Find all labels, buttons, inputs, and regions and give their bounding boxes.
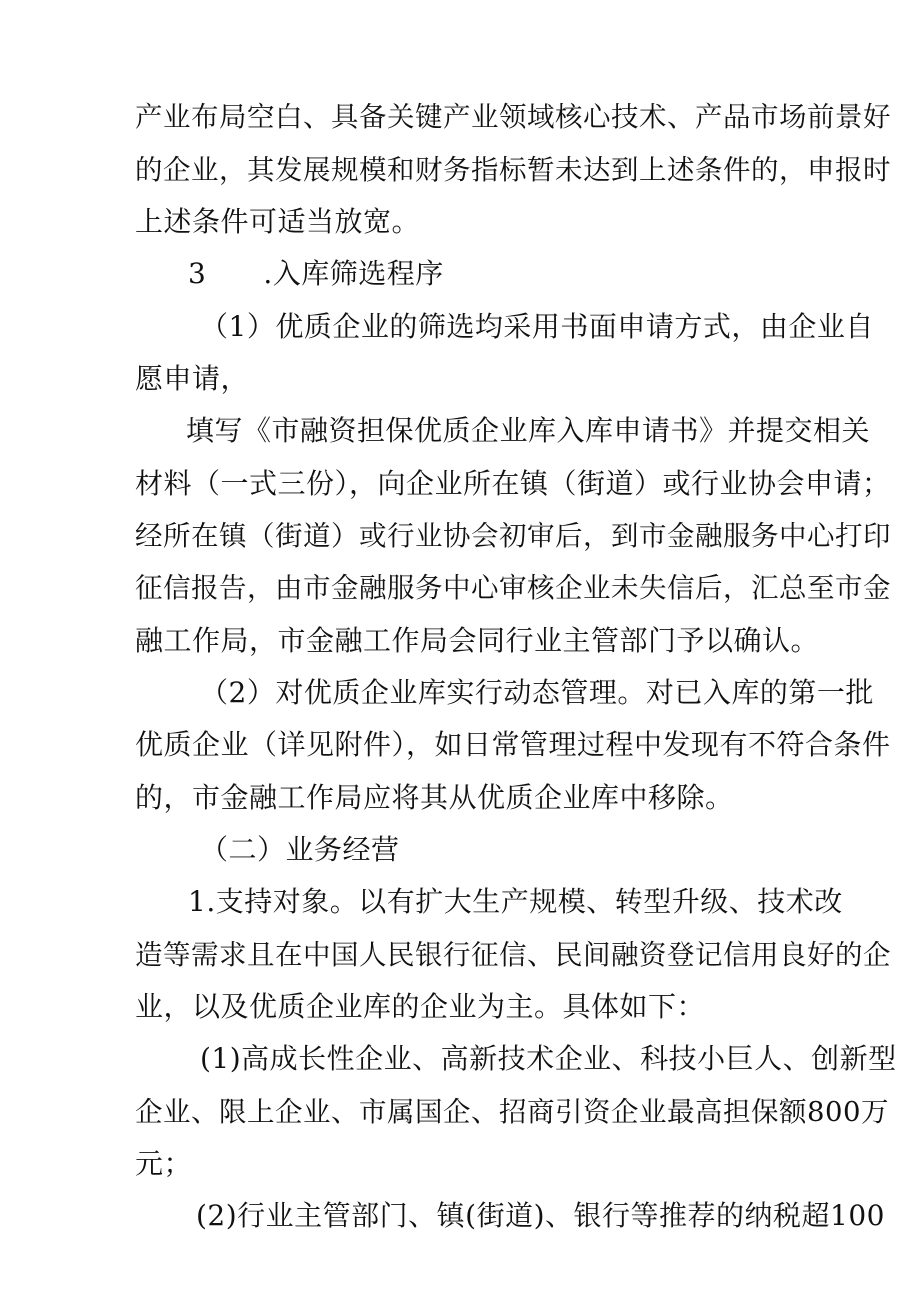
paragraph-line: 产业布局空白、具备关键产业领域核心技术、产品市场前景好 [135,101,891,133]
paragraph-line: 填写《市融资担保优质企业库入库申请书》并提交相关 [186,414,871,447]
paragraph-line: (1)高成长性企业、高新技术企业、科技小巨人、创新型 [200,1042,897,1075]
section-heading: （二）业务经营 [200,833,400,866]
paragraph-line: 上述条件可适当放宽。 [135,205,421,238]
paragraph-line: 1.支持对象。以有扩大生产规模、转型升级、技术改 [188,885,843,918]
paragraph-line: 业，以及优质企业库的企业为主。具体如下： [135,990,706,1023]
paragraph-line: （2）对优质企业库实行动态管理。对已入库的第一批 [200,676,874,709]
paragraph-line: 企业、限上企业、市属国企、招商引资企业最高担保额800万 [135,1096,889,1128]
paragraph-line: 融工作局，市金融工作局会同行业主管部门予以确认。 [135,624,820,657]
paragraph-line: 的，市金融工作局应将其从优质企业库中移除。 [135,781,734,814]
paragraph-line: 元； [135,1147,193,1180]
paragraph-line: （1）优质企业的筛选均采用书面申请方式，由企业自 [200,310,874,343]
section-heading: 3 .入库筛选程序 [188,257,444,290]
paragraph-line: 经所在镇（街道）或行业协会初审后，到市金融服务中心打印 [135,520,891,552]
paragraph-line: (2)行业主管部门、镇(街道)、银行等推荐的纳税超100 [196,1199,885,1232]
paragraph-line: 的企业，其发展规模和财务指标暂未达到上述条件的，申报时 [135,154,891,186]
paragraph-line: 材料（一式三份），向企业所在镇（街道）或行业协会申请； [135,467,891,500]
paragraph-line: 征信报告，由市金融服务中心审核企业未失信后，汇总至市金 [135,572,891,604]
paragraph-line: 造等需求且在中国人民银行征信、民间融资登记信用良好的企 [135,939,891,971]
paragraph-line: 愿申请， [135,362,250,395]
paragraph-line: 优质企业（详见附件），如日常管理过程中发现有不符合条件 [135,728,891,761]
